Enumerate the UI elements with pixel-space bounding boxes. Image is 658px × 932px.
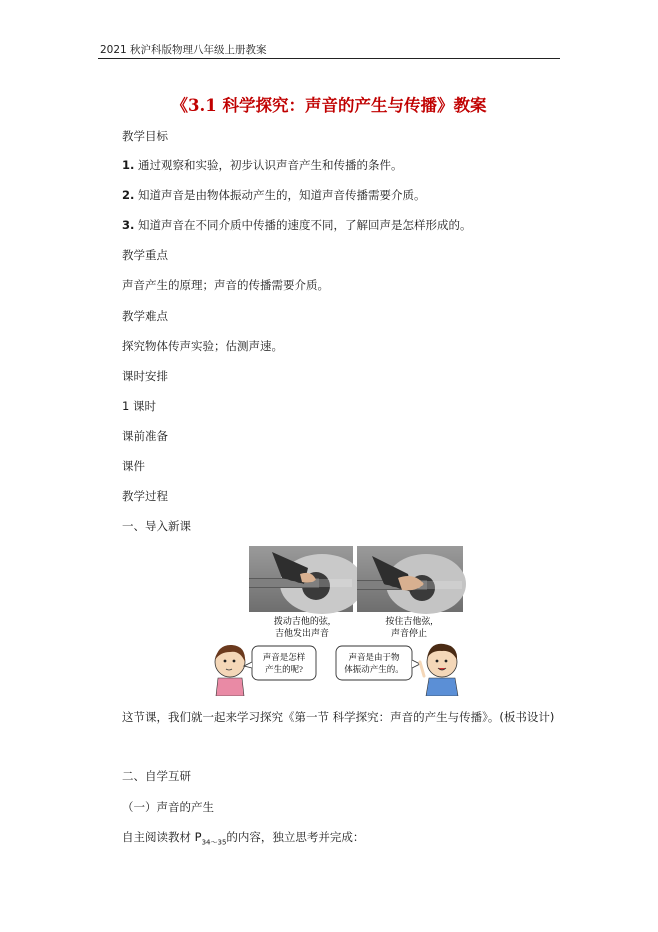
section-import: 一、导入新课 — [122, 519, 191, 533]
objective-num: 3. — [122, 218, 135, 232]
guitar-photo-pluck — [249, 546, 364, 614]
caption-right-2: 声音停止 — [390, 628, 428, 638]
difficulties-text: 探究物体传声实验；估测声速。 — [122, 339, 283, 353]
objective-item-2 — [122, 187, 426, 203]
objective-text: 通过观察和实验，初步认识声音产生和传播的条件。 — [138, 158, 403, 172]
schedule-text: 1 课时 — [122, 399, 156, 413]
schedule-heading: 课时安排 — [122, 369, 168, 383]
boy-cartoon — [420, 644, 458, 696]
header-divider — [98, 58, 560, 59]
preparation-text: 课件 — [122, 459, 145, 473]
intro-paragraph: 这节课，我们就一起来学习探究《第一节 科学探究：声音的产生与传播》。(板书设计) — [122, 710, 555, 724]
speech-bubble-answer — [336, 646, 420, 680]
reading-instruction — [122, 829, 364, 847]
process-heading: 教学过程 — [122, 489, 168, 503]
objective-num: 1. — [122, 158, 135, 172]
preparation-heading: 课前准备 — [122, 429, 168, 443]
key-points-heading: 教学重点 — [122, 248, 168, 262]
difficulties-heading: 教学难点 — [122, 309, 168, 323]
document-title: 《3.1 科学探究：声音的产生与传播》教案 — [171, 96, 487, 115]
objective-text: 知道声音是由物体振动产生的，知道声音传播需要介质。 — [138, 188, 426, 202]
objective-item-3 — [122, 217, 472, 233]
objective-text: 知道声音在不同介质中传播的速度不同，了解回声是怎样形成的。 — [138, 218, 472, 232]
section-self-study: 二、自学互研 — [122, 769, 191, 783]
caption-left-1: 拨动吉他的弦, — [273, 616, 331, 626]
bubble-left-1: 声音是怎样 — [262, 652, 306, 662]
guitar-illustration — [212, 544, 466, 696]
bubble-right-1: 声音是由于物 — [348, 652, 400, 662]
objective-num: 2. — [122, 188, 135, 202]
girl-cartoon — [215, 645, 245, 696]
speech-bubble-question — [244, 646, 316, 680]
bubble-left-2: 产生的呢? — [265, 664, 303, 674]
subsection-sound-production: （一）声音的产生 — [122, 800, 214, 814]
caption-left-2: 吉他发出声音 — [274, 628, 330, 638]
bubble-right-2: 体振动产生的。 — [344, 664, 404, 674]
guitar-photo-mute — [357, 546, 466, 614]
page-header: 2021 秋沪科版物理八年级上册教案 — [100, 44, 267, 56]
instruction-pages: 34～35 — [201, 838, 227, 847]
key-points-text: 声音产生的原理；声音的传播需要介质。 — [122, 278, 329, 292]
objective-item-1 — [122, 157, 403, 173]
instruction-suffix: 的内容，独立思考并完成： — [226, 830, 365, 844]
instruction-prefix: 自主阅读教材 P — [122, 830, 202, 844]
objectives-heading: 教学目标 — [122, 129, 168, 143]
caption-right-1: 按住吉他弦, — [385, 616, 433, 626]
